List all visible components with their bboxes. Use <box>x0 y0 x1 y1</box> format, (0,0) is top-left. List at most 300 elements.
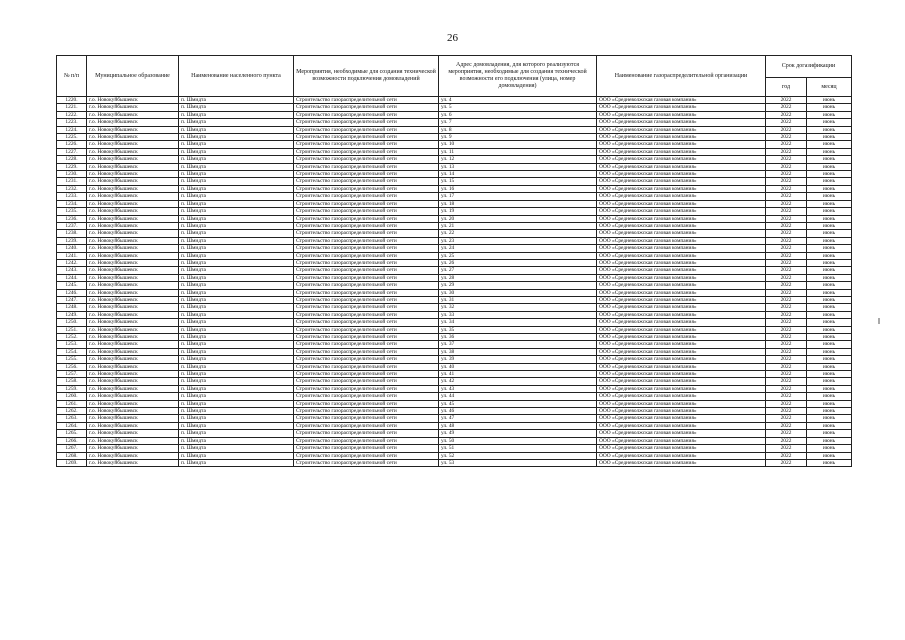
cell-month: июнь <box>807 408 852 415</box>
cell-organization: ООО «Средневолжская газовая компания» <box>597 408 766 415</box>
cell-no: 1246. <box>57 289 87 296</box>
cell-address: ул. 16 <box>439 185 597 192</box>
cell-municipality: г.о. Новокуйбышевск <box>87 171 179 178</box>
cell-municipality: г.о. Новокуйбышевск <box>87 437 179 444</box>
cell-no: 1258. <box>57 378 87 385</box>
cell-month: июнь <box>807 363 852 370</box>
cell-municipality: г.о. Новокуйбышевск <box>87 97 179 104</box>
cell-settlement: п. Шмидта <box>179 430 294 437</box>
cell-no: 1247. <box>57 296 87 303</box>
cell-measure: Строительство газораспределительной сети <box>294 222 439 229</box>
cell-measure: Строительство газораспределительной сети <box>294 437 439 444</box>
cell-no: 1228. <box>57 156 87 163</box>
header-address: Адрес домовладения, для которого реализуются мероприятия, необходимые для создания технической возможности его подключения (улица, номер домовладения) <box>439 56 597 97</box>
cell-organization: ООО «Средневолжская газовая компания» <box>597 452 766 459</box>
cell-no: 1223. <box>57 119 87 126</box>
table-row <box>57 104 852 111</box>
cell-month: июнь <box>807 356 852 363</box>
cell-address: ул. 35 <box>439 326 597 333</box>
cell-organization: ООО «Средневолжская газовая компания» <box>597 296 766 303</box>
cell-no: 1224. <box>57 126 87 133</box>
cell-organization: ООО «Средневолжская газовая компания» <box>597 445 766 452</box>
table-row <box>57 289 852 296</box>
cell-year: 2022 <box>766 259 807 266</box>
cell-measure: Строительство газораспределительной сети <box>294 304 439 311</box>
table-row <box>57 126 852 133</box>
cell-year: 2022 <box>766 319 807 326</box>
cell-address: ул. 27 <box>439 267 597 274</box>
cell-no: 1257. <box>57 371 87 378</box>
cell-no: 1244. <box>57 274 87 281</box>
table-row <box>57 185 852 192</box>
header-municipality: Муниципальное образование <box>87 56 179 97</box>
cell-municipality: г.о. Новокуйбышевск <box>87 274 179 281</box>
cell-address: ул. 26 <box>439 259 597 266</box>
cell-settlement: п. Шмидта <box>179 141 294 148</box>
cell-organization: ООО «Средневолжская газовая компания» <box>597 252 766 259</box>
cell-settlement: п. Шмидта <box>179 296 294 303</box>
cell-municipality: г.о. Новокуйбышевск <box>87 193 179 200</box>
cell-organization: ООО «Средневолжская газовая компания» <box>597 393 766 400</box>
cell-organization: ООО «Средневолжская газовая компания» <box>597 119 766 126</box>
cell-municipality: г.о. Новокуйбышевск <box>87 163 179 170</box>
cell-address: ул. 17 <box>439 193 597 200</box>
cell-measure: Строительство газораспределительной сети <box>294 385 439 392</box>
cell-month: июнь <box>807 459 852 466</box>
table-row <box>57 378 852 385</box>
cell-measure: Строительство газораспределительной сети <box>294 363 439 370</box>
cell-year: 2022 <box>766 230 807 237</box>
cell-municipality: г.о. Новокуйбышевск <box>87 156 179 163</box>
cell-address: ул. 22 <box>439 230 597 237</box>
cell-month: июнь <box>807 311 852 318</box>
cell-month: июнь <box>807 222 852 229</box>
table-row <box>57 230 852 237</box>
cell-year: 2022 <box>766 296 807 303</box>
table-row <box>57 282 852 289</box>
cell-settlement: п. Шмидта <box>179 459 294 466</box>
cell-no: 1226. <box>57 141 87 148</box>
cell-month: июнь <box>807 274 852 281</box>
cell-year: 2022 <box>766 208 807 215</box>
cell-organization: ООО «Средневолжская газовая компания» <box>597 208 766 215</box>
cell-organization: ООО «Средневолжская газовая компания» <box>597 378 766 385</box>
cell-measure: Строительство газораспределительной сети <box>294 104 439 111</box>
cell-month: июнь <box>807 163 852 170</box>
cell-measure: Строительство газораспределительной сети <box>294 259 439 266</box>
cell-settlement: п. Шмидта <box>179 259 294 266</box>
cell-address: ул. 39 <box>439 356 597 363</box>
cell-no: 1269. <box>57 459 87 466</box>
cell-organization: ООО «Средневолжская газовая компания» <box>597 363 766 370</box>
cell-no: 1248. <box>57 304 87 311</box>
cell-measure: Строительство газораспределительной сети <box>294 400 439 407</box>
cell-no: 1263. <box>57 415 87 422</box>
cell-municipality: г.о. Новокуйбышевск <box>87 334 179 341</box>
cell-no: 1251. <box>57 326 87 333</box>
cell-municipality: г.о. Новокуйбышевск <box>87 282 179 289</box>
cell-measure: Строительство газораспределительной сети <box>294 230 439 237</box>
cell-address: ул. 21 <box>439 222 597 229</box>
cell-organization: ООО «Средневолжская газовая компания» <box>597 422 766 429</box>
cell-municipality: г.о. Новокуйбышевск <box>87 119 179 126</box>
cell-municipality: г.о. Новокуйбышевск <box>87 178 179 185</box>
cell-settlement: п. Шмидта <box>179 97 294 104</box>
table-row <box>57 134 852 141</box>
header-settlement: Наименование населенного пункта <box>179 56 294 97</box>
cell-measure: Строительство газораспределительной сети <box>294 267 439 274</box>
cell-month: июнь <box>807 415 852 422</box>
cell-settlement: п. Шмидта <box>179 282 294 289</box>
cell-month: июнь <box>807 126 852 133</box>
cell-address: ул. 29 <box>439 282 597 289</box>
cell-measure: Строительство газораспределительной сети <box>294 326 439 333</box>
cell-address: ул. 6 <box>439 111 597 118</box>
table-row <box>57 452 852 459</box>
page-number: 26 <box>447 32 458 44</box>
cell-no: 1238. <box>57 230 87 237</box>
cell-month: июнь <box>807 385 852 392</box>
cell-no: 1260. <box>57 393 87 400</box>
table-row <box>57 215 852 222</box>
cell-year: 2022 <box>766 104 807 111</box>
cell-settlement: п. Шмидта <box>179 126 294 133</box>
cell-month: июнь <box>807 304 852 311</box>
cell-no: 1239. <box>57 237 87 244</box>
table-row <box>57 156 852 163</box>
cell-measure: Строительство газораспределительной сети <box>294 171 439 178</box>
header-year: год <box>766 78 807 97</box>
cell-municipality: г.о. Новокуйбышевск <box>87 371 179 378</box>
cell-address: ул. 48 <box>439 422 597 429</box>
cell-measure: Строительство газораспределительной сети <box>294 393 439 400</box>
cell-settlement: п. Шмидта <box>179 148 294 155</box>
cell-settlement: п. Шмидта <box>179 319 294 326</box>
scan-artifact <box>878 318 880 324</box>
cell-address: ул. 10 <box>439 141 597 148</box>
table-row <box>57 208 852 215</box>
cell-address: ул. 50 <box>439 437 597 444</box>
cell-organization: ООО «Средневолжская газовая компания» <box>597 111 766 118</box>
cell-settlement: п. Шмидта <box>179 237 294 244</box>
cell-settlement: п. Шмидта <box>179 274 294 281</box>
cell-year: 2022 <box>766 156 807 163</box>
cell-organization: ООО «Средневолжская газовая компания» <box>597 163 766 170</box>
cell-settlement: п. Шмидта <box>179 289 294 296</box>
table-header-row <box>57 56 852 78</box>
cell-municipality: г.о. Новокуйбышевск <box>87 430 179 437</box>
cell-year: 2022 <box>766 415 807 422</box>
cell-organization: ООО «Средневолжская газовая компания» <box>597 222 766 229</box>
cell-settlement: п. Шмидта <box>179 326 294 333</box>
cell-month: июнь <box>807 193 852 200</box>
cell-month: июнь <box>807 400 852 407</box>
cell-month: июнь <box>807 296 852 303</box>
cell-address: ул. 25 <box>439 252 597 259</box>
table-row <box>57 437 852 444</box>
table-row <box>57 148 852 155</box>
cell-month: июнь <box>807 319 852 326</box>
cell-municipality: г.о. Новокуйбышевск <box>87 452 179 459</box>
cell-measure: Строительство газораспределительной сети <box>294 408 439 415</box>
cell-no: 1249. <box>57 311 87 318</box>
table-row <box>57 252 852 259</box>
cell-settlement: п. Шмидта <box>179 245 294 252</box>
cell-year: 2022 <box>766 378 807 385</box>
cell-year: 2022 <box>766 178 807 185</box>
cell-measure: Строительство газораспределительной сети <box>294 156 439 163</box>
cell-organization: ООО «Средневолжская газовая компания» <box>597 311 766 318</box>
cell-measure: Строительство газораспределительной сети <box>294 141 439 148</box>
header-month: месяц <box>807 78 852 97</box>
header-no: № п/п <box>57 56 87 97</box>
cell-year: 2022 <box>766 134 807 141</box>
cell-municipality: г.о. Новокуйбышевск <box>87 148 179 155</box>
cell-year: 2022 <box>766 245 807 252</box>
cell-settlement: п. Шмидта <box>179 311 294 318</box>
cell-year: 2022 <box>766 274 807 281</box>
cell-measure: Строительство газораспределительной сети <box>294 422 439 429</box>
table-row <box>57 119 852 126</box>
cell-measure: Строительство газораспределительной сети <box>294 111 439 118</box>
cell-year: 2022 <box>766 237 807 244</box>
cell-address: ул. 42 <box>439 378 597 385</box>
cell-address: ул. 4 <box>439 97 597 104</box>
cell-settlement: п. Шмидта <box>179 178 294 185</box>
cell-settlement: п. Шмидта <box>179 348 294 355</box>
cell-measure: Строительство газораспределительной сети <box>294 237 439 244</box>
cell-year: 2022 <box>766 267 807 274</box>
cell-no: 1261. <box>57 400 87 407</box>
cell-municipality: г.о. Новокуйбышевск <box>87 134 179 141</box>
cell-no: 1221. <box>57 104 87 111</box>
cell-settlement: п. Шмидта <box>179 104 294 111</box>
table-row <box>57 296 852 303</box>
table-row <box>57 385 852 392</box>
cell-settlement: п. Шмидта <box>179 408 294 415</box>
cell-settlement: п. Шмидта <box>179 437 294 444</box>
table-row <box>57 326 852 333</box>
cell-address: ул. 32 <box>439 304 597 311</box>
cell-settlement: п. Шмидта <box>179 156 294 163</box>
cell-no: 1250. <box>57 319 87 326</box>
table-row <box>57 274 852 281</box>
cell-settlement: п. Шмидта <box>179 230 294 237</box>
cell-measure: Строительство газораспределительной сети <box>294 208 439 215</box>
table-row <box>57 356 852 363</box>
cell-organization: ООО «Средневолжская газовая компания» <box>597 178 766 185</box>
header-deadline: Срок догазификации <box>766 56 852 78</box>
cell-organization: ООО «Средневолжская газовая компания» <box>597 193 766 200</box>
cell-municipality: г.о. Новокуйбышевск <box>87 304 179 311</box>
cell-address: ул. 13 <box>439 163 597 170</box>
cell-organization: ООО «Средневолжская газовая компания» <box>597 289 766 296</box>
cell-year: 2022 <box>766 111 807 118</box>
cell-no: 1229. <box>57 163 87 170</box>
cell-organization: ООО «Средневолжская газовая компания» <box>597 259 766 266</box>
cell-organization: ООО «Средневолжская газовая компания» <box>597 319 766 326</box>
cell-settlement: п. Шмидта <box>179 371 294 378</box>
cell-organization: ООО «Средневолжская газовая компания» <box>597 415 766 422</box>
cell-no: 1259. <box>57 385 87 392</box>
cell-month: июнь <box>807 326 852 333</box>
cell-month: июнь <box>807 430 852 437</box>
cell-municipality: г.о. Новокуйбышевск <box>87 459 179 466</box>
cell-municipality: г.о. Новокуйбышевск <box>87 208 179 215</box>
cell-organization: ООО «Средневолжская газовая компания» <box>597 185 766 192</box>
cell-year: 2022 <box>766 459 807 466</box>
cell-year: 2022 <box>766 371 807 378</box>
cell-settlement: п. Шмидта <box>179 341 294 348</box>
cell-year: 2022 <box>766 148 807 155</box>
cell-year: 2022 <box>766 363 807 370</box>
cell-municipality: г.о. Новокуйбышевск <box>87 348 179 355</box>
cell-measure: Строительство газораспределительной сети <box>294 126 439 133</box>
table-row <box>57 348 852 355</box>
cell-organization: ООО «Средневолжская газовая компания» <box>597 400 766 407</box>
cell-municipality: г.о. Новокуйбышевск <box>87 126 179 133</box>
cell-no: 1232. <box>57 185 87 192</box>
cell-measure: Строительство газораспределительной сети <box>294 282 439 289</box>
cell-municipality: г.о. Новокуйбышевск <box>87 289 179 296</box>
cell-municipality: г.о. Новокуйбышевск <box>87 408 179 415</box>
cell-no: 1245. <box>57 282 87 289</box>
cell-settlement: п. Шмидта <box>179 304 294 311</box>
cell-month: июнь <box>807 452 852 459</box>
cell-no: 1255. <box>57 356 87 363</box>
cell-municipality: г.о. Новокуйбышевск <box>87 422 179 429</box>
cell-municipality: г.о. Новокуйбышевск <box>87 259 179 266</box>
cell-organization: ООО «Средневолжская газовая компания» <box>597 274 766 281</box>
cell-address: ул. 15 <box>439 178 597 185</box>
cell-municipality: г.о. Новокуйбышевск <box>87 104 179 111</box>
cell-no: 1220. <box>57 97 87 104</box>
cell-no: 1235. <box>57 208 87 215</box>
cell-year: 2022 <box>766 119 807 126</box>
cell-no: 1225. <box>57 134 87 141</box>
cell-month: июнь <box>807 445 852 452</box>
cell-address: ул. 52 <box>439 452 597 459</box>
cell-settlement: п. Шмидта <box>179 171 294 178</box>
table-row <box>57 319 852 326</box>
cell-no: 1256. <box>57 363 87 370</box>
cell-measure: Строительство газораспределительной сети <box>294 245 439 252</box>
cell-municipality: г.о. Новокуйбышевск <box>87 415 179 422</box>
cell-measure: Строительство газораспределительной сети <box>294 341 439 348</box>
cell-month: июнь <box>807 259 852 266</box>
cell-municipality: г.о. Новокуйбышевск <box>87 296 179 303</box>
table-row <box>57 178 852 185</box>
cell-year: 2022 <box>766 356 807 363</box>
cell-address: ул. 23 <box>439 237 597 244</box>
table-row <box>57 111 852 118</box>
cell-settlement: п. Шмидта <box>179 400 294 407</box>
cell-organization: ООО «Средневолжская газовая компания» <box>597 97 766 104</box>
cell-address: ул. 49 <box>439 430 597 437</box>
table-row <box>57 304 852 311</box>
cell-municipality: г.о. Новокуйбышевск <box>87 215 179 222</box>
table-row <box>57 415 852 422</box>
cell-no: 1234. <box>57 200 87 207</box>
cell-municipality: г.о. Новокуйбышевск <box>87 400 179 407</box>
cell-address: ул. 19 <box>439 208 597 215</box>
cell-month: июнь <box>807 289 852 296</box>
cell-measure: Строительство газораспределительной сети <box>294 252 439 259</box>
cell-settlement: п. Шмидта <box>179 119 294 126</box>
cell-municipality: г.о. Новокуйбышевск <box>87 319 179 326</box>
cell-year: 2022 <box>766 222 807 229</box>
cell-measure: Строительство газораспределительной сети <box>294 134 439 141</box>
cell-measure: Строительство газораспределительной сети <box>294 193 439 200</box>
cell-month: июнь <box>807 437 852 444</box>
cell-settlement: п. Шмидта <box>179 193 294 200</box>
cell-no: 1267. <box>57 445 87 452</box>
table-row <box>57 222 852 229</box>
cell-month: июнь <box>807 111 852 118</box>
cell-year: 2022 <box>766 193 807 200</box>
cell-measure: Строительство газораспределительной сети <box>294 319 439 326</box>
cell-year: 2022 <box>766 437 807 444</box>
cell-address: ул. 41 <box>439 371 597 378</box>
cell-year: 2022 <box>766 97 807 104</box>
cell-municipality: г.о. Новокуйбышевск <box>87 311 179 318</box>
cell-settlement: п. Шмидта <box>179 415 294 422</box>
cell-municipality: г.о. Новокуйбышевск <box>87 237 179 244</box>
cell-year: 2022 <box>766 422 807 429</box>
cell-address: ул. 34 <box>439 319 597 326</box>
cell-month: июнь <box>807 185 852 192</box>
cell-measure: Строительство газораспределительной сети <box>294 296 439 303</box>
cell-municipality: г.о. Новокуйбышевск <box>87 326 179 333</box>
cell-year: 2022 <box>766 430 807 437</box>
cell-month: июнь <box>807 141 852 148</box>
cell-municipality: г.о. Новокуйбышевск <box>87 222 179 229</box>
cell-measure: Строительство газораспределительной сети <box>294 311 439 318</box>
table-row <box>57 267 852 274</box>
cell-no: 1236. <box>57 215 87 222</box>
cell-organization: ООО «Средневолжская газовая компания» <box>597 126 766 133</box>
cell-settlement: п. Шмидта <box>179 334 294 341</box>
cell-no: 1268. <box>57 452 87 459</box>
cell-organization: ООО «Средневолжская газовая компания» <box>597 200 766 207</box>
table-row <box>57 237 852 244</box>
cell-organization: ООО «Средневолжская газовая компания» <box>597 304 766 311</box>
cell-settlement: п. Шмидта <box>179 185 294 192</box>
cell-address: ул. 24 <box>439 245 597 252</box>
cell-organization: ООО «Средневолжская газовая компания» <box>597 104 766 111</box>
cell-measure: Строительство газораспределительной сети <box>294 415 439 422</box>
cell-measure: Строительство газораспределительной сети <box>294 148 439 155</box>
cell-settlement: п. Шмидта <box>179 267 294 274</box>
cell-month: июнь <box>807 200 852 207</box>
cell-address: ул. 11 <box>439 148 597 155</box>
table-row <box>57 141 852 148</box>
cell-year: 2022 <box>766 304 807 311</box>
cell-month: июнь <box>807 237 852 244</box>
cell-address: ул. 12 <box>439 156 597 163</box>
cell-address: ул. 9 <box>439 134 597 141</box>
header-measures: Мероприятия, необходимые для создания технической возможности подключения домовладений <box>294 56 439 97</box>
cell-measure: Строительство газораспределительной сети <box>294 452 439 459</box>
cell-settlement: п. Шмидта <box>179 163 294 170</box>
cell-organization: ООО «Средневолжская газовая компания» <box>597 267 766 274</box>
cell-no: 1222. <box>57 111 87 118</box>
cell-no: 1242. <box>57 259 87 266</box>
cell-municipality: г.о. Новокуйбышевск <box>87 185 179 192</box>
cell-address: ул. 53 <box>439 459 597 466</box>
cell-month: июнь <box>807 104 852 111</box>
cell-municipality: г.о. Новокуйбышевск <box>87 141 179 148</box>
